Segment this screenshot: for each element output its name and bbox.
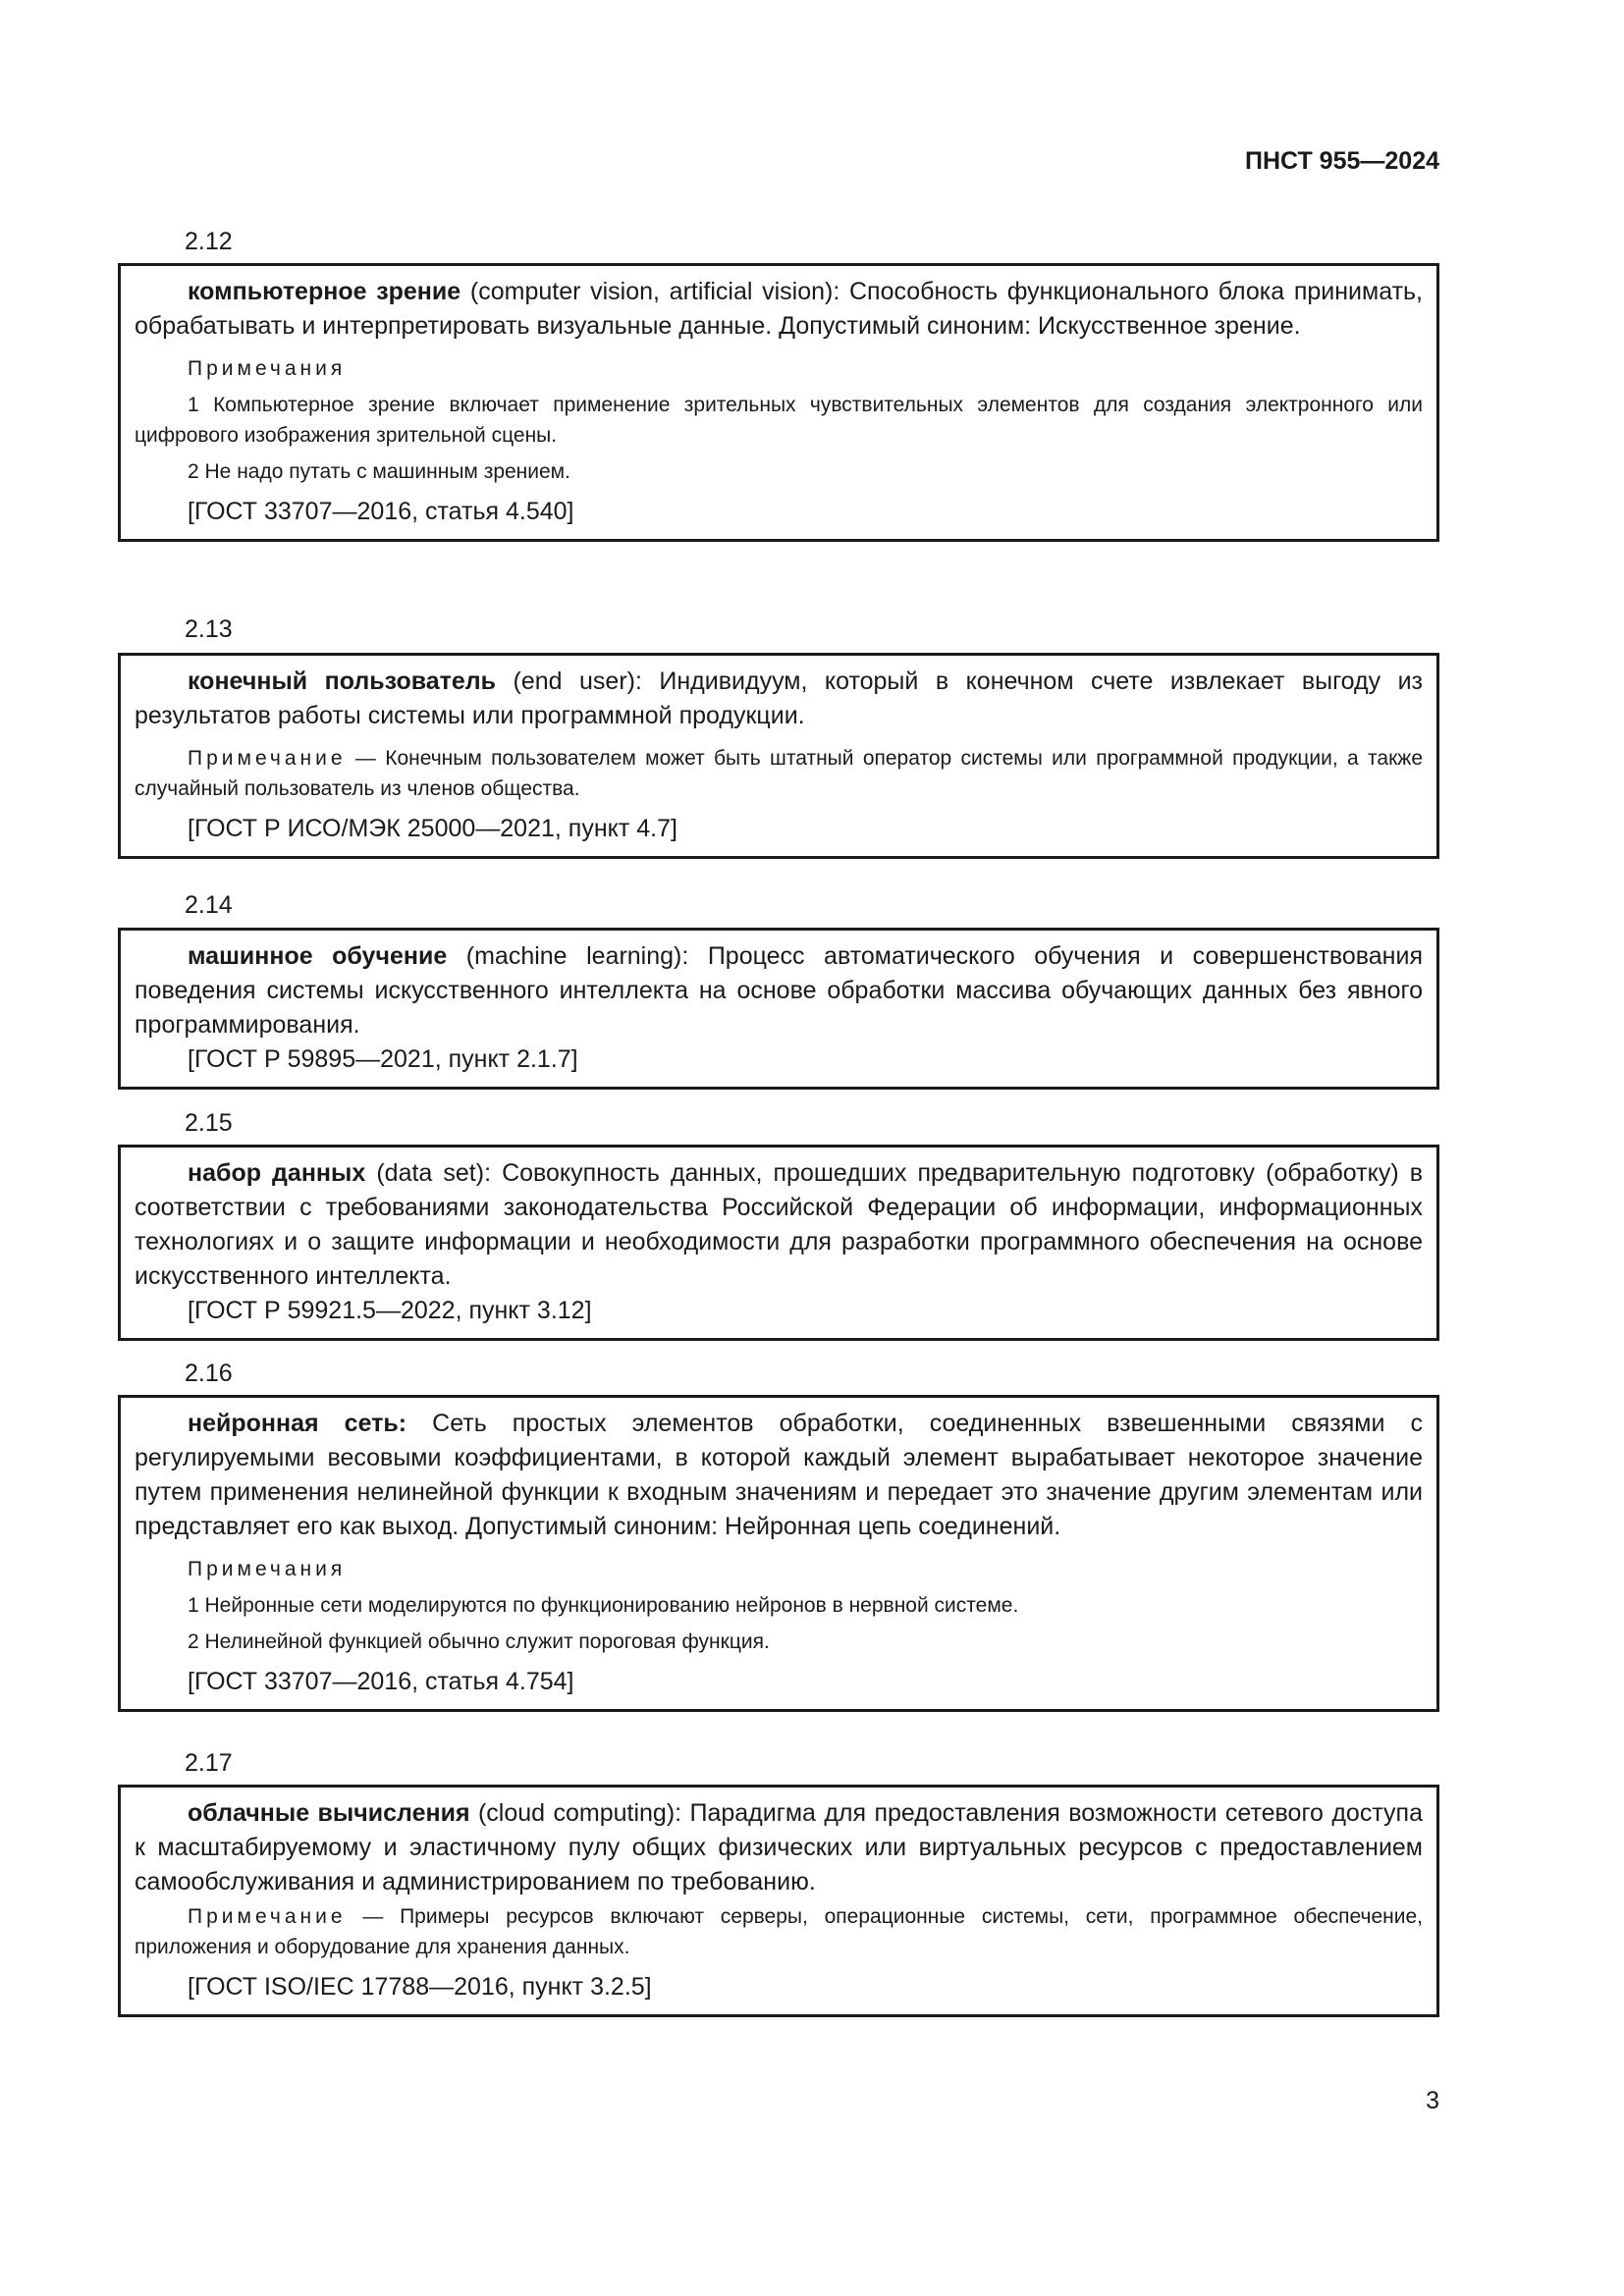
definition-text: (data set): Совокупность данных, прошедших предварительную подготовку (обработку) в соответствии с требованиями законодательства Российской Федерации об информации, информационных технологиях и о защите информации и необходимости для разработки программного обеспечения на основе искусственного интеллекта. (135, 1159, 1423, 1290)
definition-text: (cloud computing): Парадигма для предоставления возможности сетевого доступа к масштабируемому и эластичному пулу общих физических или виртуальных ресурсов с предоставлением самообслуживания и администрированием по требованию. (135, 1799, 1423, 1896)
term-source: [ГОСТ Р 59921.5—2022, пункт 3.12] (188, 1297, 592, 1324)
definition-text: (computer vision, artificial vision): Способность функционального блока принимать, обрабатывать и интерпретировать визуальные данные. Допустимый синоним: Искусственное зрение. (135, 278, 1423, 340)
term-box-2-15 (118, 1145, 1439, 1341)
term-box-2-13 (118, 653, 1439, 859)
document-number-header: ПНСТ 955—2024 (1245, 147, 1439, 175)
term-box-2-16 (118, 1395, 1439, 1712)
term-source: [ГОСТ Р 59895—2021, пункт 2.1.7] (188, 1045, 578, 1073)
definition-text: Сеть простых элементов обработки, соединенных взвешенными связями с регулируемыми весовыми коэффициентами, в которой каждый элемент вырабатывает некоторое значение путем применения нелинейной функции к входным значениям и передает это значение другим элементам или представляет его как выход. Допустимый синоним: Нейронная цепь соединений. (135, 1410, 1424, 1540)
note-item: 1 Нейронные сети моделируются по функционированию нейронов в нервной системе. (188, 1594, 1019, 1617)
page-number: 3 (1426, 2087, 1439, 2114)
note-text: — Примеры ресурсов включают серверы, операционные системы, сети, программное обеспечение, приложения и оборудование для хранения данных. (135, 1905, 1423, 1958)
term-definition (135, 939, 1423, 1042)
term-name: набор данных (188, 1159, 366, 1187)
note-item: 1 Компьютерное зрение включает применение зрительных чувствительных элементов для создания электронного или цифрового изображения зрительной сцены. (135, 394, 1423, 447)
term-source: [ГОСТ Р ИСО/МЭК 25000—2021, пункт 4.7] (188, 815, 677, 842)
term-number-2-12: 2.12 (185, 228, 233, 255)
term-source: [ГОСТ 33707—2016, статья 4.540] (188, 498, 574, 525)
term-number-2-14: 2.14 (185, 891, 233, 919)
term-definition (135, 1156, 1423, 1294)
note-label: Примечание (188, 747, 347, 770)
term-definition (135, 275, 1423, 344)
term-number-2-15: 2.15 (185, 1109, 233, 1137)
term-box-2-12 (118, 263, 1439, 542)
note-item (135, 743, 1423, 804)
term-name: нейронная сеть: (188, 1410, 407, 1437)
notes-heading: Примечания (188, 1558, 347, 1580)
term-source: [ГОСТ ISO/IEC 17788—2016, пункт 3.2.5] (188, 1973, 652, 2001)
term-box-2-17 (118, 1785, 1439, 2017)
term-number-2-16: 2.16 (185, 1360, 233, 1387)
term-name: компьютерное зрение (188, 278, 461, 305)
note-item (135, 1901, 1423, 1962)
note-label: Примечание (188, 1905, 347, 1928)
note-text: — Конечным пользователем может быть штатный оператор системы или программной продукции, а также случайный пользователь из членов общества. (135, 747, 1423, 800)
term-definition (135, 665, 1423, 733)
notes-heading: Примечания (188, 357, 347, 380)
term-number-2-17: 2.17 (185, 1749, 233, 1777)
term-name: конечный пользователь (188, 667, 497, 695)
term-name: машинное обучение (188, 942, 448, 970)
term-box-2-14 (118, 928, 1439, 1090)
term-definition (135, 1407, 1423, 1544)
definition-text: (end user): Индивидуум, который в конечном счете извлекает выгоду из результатов работы системы или программной продукции. (135, 667, 1423, 729)
term-definition (135, 1796, 1423, 1899)
term-source: [ГОСТ 33707—2016, статья 4.754] (188, 1668, 574, 1695)
note-item: 2 Не надо путать с машинным зрением. (188, 460, 570, 483)
note-item: 2 Нелинейной функцией обычно служит пороговая функция. (188, 1630, 770, 1653)
term-number-2-13: 2.13 (185, 615, 233, 643)
definition-text: (machine learning): Процесс автоматического обучения и совершенствования поведения системы искусственного интеллекта на основе обработки массива обучающих данных без явного программирования. (135, 942, 1423, 1039)
term-name: облачные вычисления (188, 1799, 470, 1827)
